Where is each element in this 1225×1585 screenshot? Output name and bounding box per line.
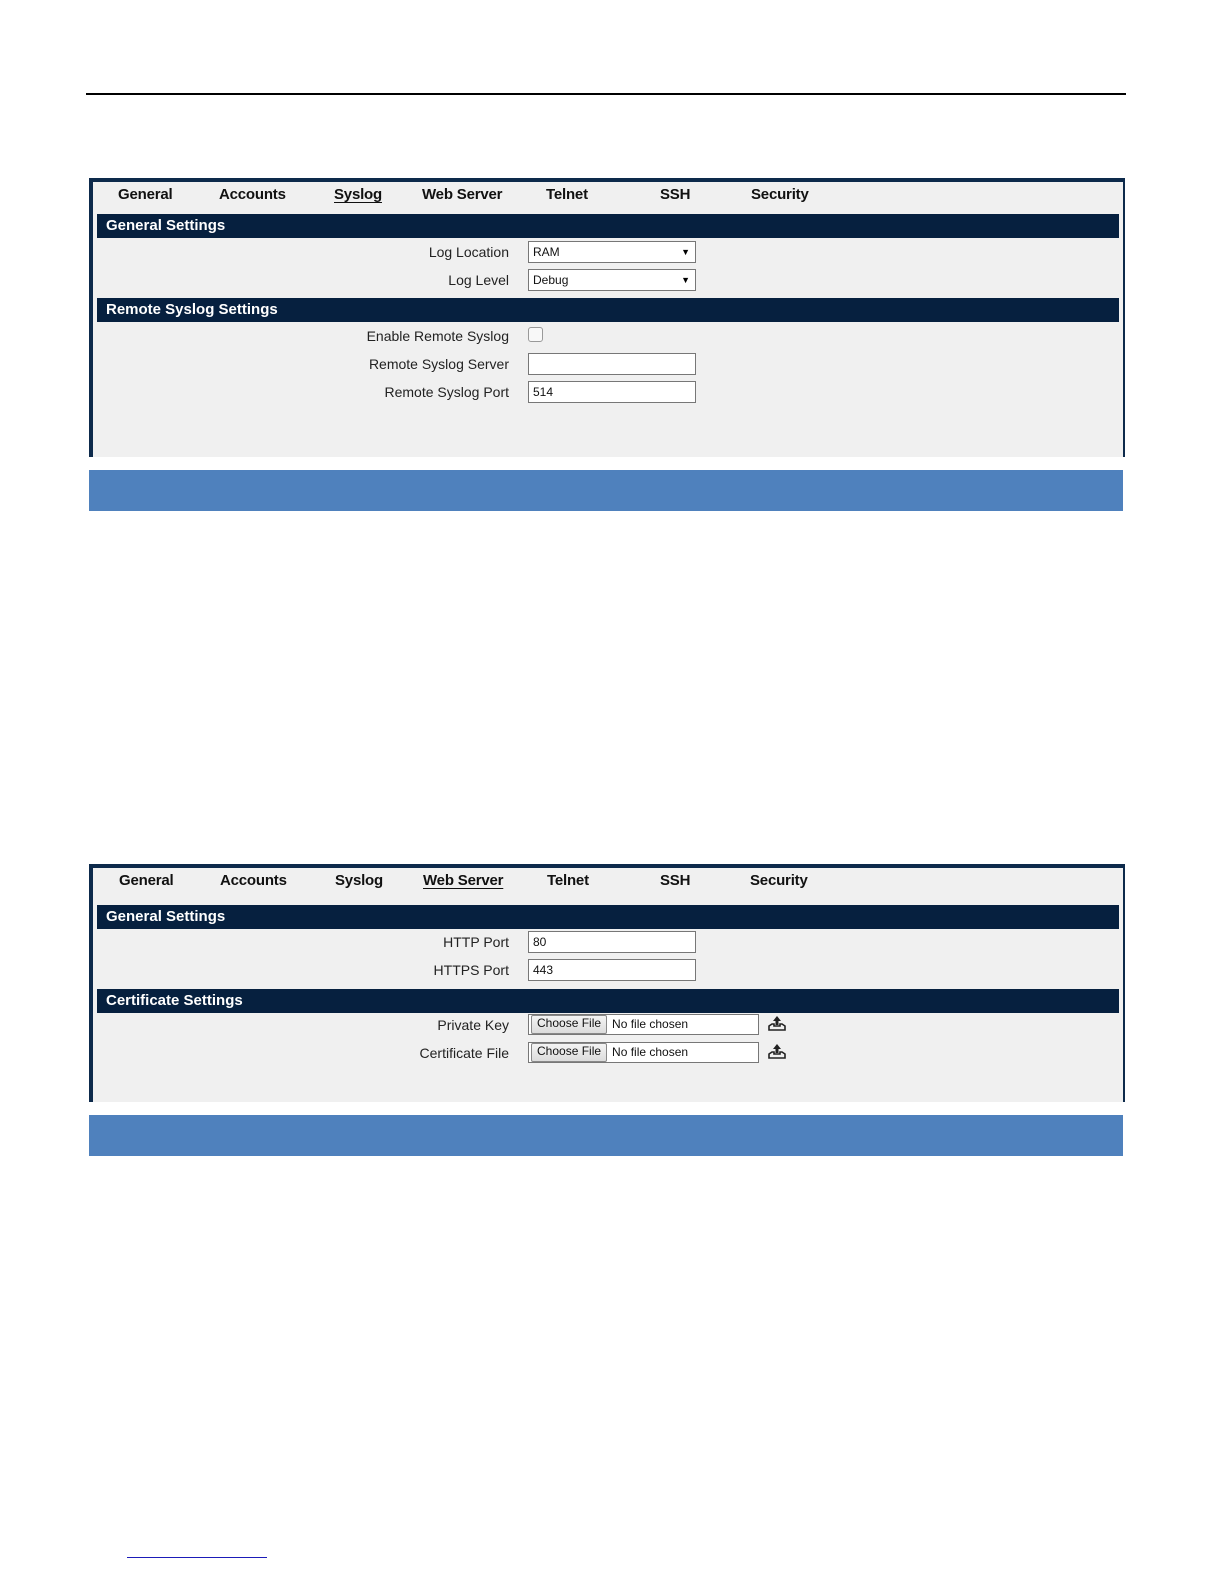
certificate-file-row <box>93 1042 1123 1066</box>
tab-syslog[interactable]: Syslog <box>335 872 383 889</box>
https-port-input[interactable]: 443 <box>528 959 696 981</box>
file-status-text: No file chosen <box>612 1045 689 1059</box>
tab-telnet[interactable]: Telnet <box>546 186 588 203</box>
choose-file-button[interactable]: Choose File <box>531 1043 607 1062</box>
page-header-rule <box>86 93 1126 95</box>
log-location-row <box>93 241 1123 265</box>
private-key-label: Private Key <box>437 1017 509 1033</box>
private-key-file-input[interactable] <box>528 1014 759 1035</box>
remote-syslog-server-label: Remote Syslog Server <box>368 356 509 372</box>
section-header-general-settings: General Settings <box>97 214 1119 238</box>
remote-syslog-server-input[interactable] <box>528 353 696 375</box>
http-port-input[interactable]: 80 <box>528 931 696 953</box>
tab-security[interactable]: Security <box>751 186 809 203</box>
log-level-select[interactable] <box>528 269 696 291</box>
tab-bar <box>93 182 1123 212</box>
tab-general[interactable]: General <box>118 186 173 203</box>
upload-icon[interactable] <box>767 1015 787 1033</box>
tab-syslog[interactable]: Syslog <box>334 186 382 203</box>
tab-general[interactable]: General <box>119 872 174 889</box>
upload-icon[interactable] <box>767 1043 787 1061</box>
remote-syslog-port-row <box>93 381 1123 405</box>
log-location-select[interactable] <box>528 241 696 263</box>
log-level-value: Debug <box>533 273 569 287</box>
certificate-file-input[interactable] <box>528 1042 759 1063</box>
tab-accounts[interactable]: Accounts <box>219 186 286 203</box>
https-port-row <box>93 959 1123 983</box>
tab-telnet[interactable]: Telnet <box>547 872 589 889</box>
private-key-row <box>93 1014 1123 1038</box>
remote-syslog-server-row <box>93 353 1123 377</box>
tab-accounts[interactable]: Accounts <box>220 872 287 889</box>
dropdown-arrow-icon: ▼ <box>681 247 690 257</box>
caption-bar <box>89 1115 1123 1156</box>
section-header-remote-syslog: Remote Syslog Settings <box>97 298 1119 322</box>
certificate-file-label: Certificate File <box>419 1045 509 1061</box>
footer-link-underline <box>127 1557 267 1558</box>
tab-ssh[interactable]: SSH <box>660 872 691 889</box>
https-port-label: HTTPS Port <box>433 962 509 978</box>
section-header-certificate-settings: Certificate Settings <box>97 989 1119 1013</box>
syslog-panel <box>89 178 1125 457</box>
file-status-text: No file chosen <box>612 1017 689 1031</box>
log-location-label: Log Location <box>428 244 509 260</box>
choose-file-button[interactable]: Choose File <box>531 1015 607 1034</box>
tab-web-server[interactable]: Web Server <box>423 872 504 889</box>
remote-syslog-port-input[interactable]: 514 <box>528 381 696 403</box>
tab-bar <box>93 868 1123 898</box>
enable-remote-syslog-row <box>93 325 1123 349</box>
tab-ssh[interactable]: SSH <box>660 186 691 203</box>
log-level-row <box>93 269 1123 293</box>
http-port-row <box>93 931 1123 955</box>
log-location-value: RAM <box>533 245 560 259</box>
caption-bar <box>89 470 1123 511</box>
section-header-general-settings: General Settings <box>97 905 1119 929</box>
log-level-label: Log Level <box>448 272 509 288</box>
remote-syslog-port-label: Remote Syslog Port <box>384 384 509 400</box>
tab-security[interactable]: Security <box>750 872 808 889</box>
webserver-panel <box>89 864 1125 1102</box>
enable-remote-syslog-label: Enable Remote Syslog <box>366 328 509 344</box>
enable-remote-syslog-checkbox[interactable] <box>528 327 543 342</box>
http-port-label: HTTP Port <box>443 934 509 950</box>
dropdown-arrow-icon: ▼ <box>681 275 690 285</box>
tab-web-server[interactable]: Web Server <box>422 186 503 203</box>
